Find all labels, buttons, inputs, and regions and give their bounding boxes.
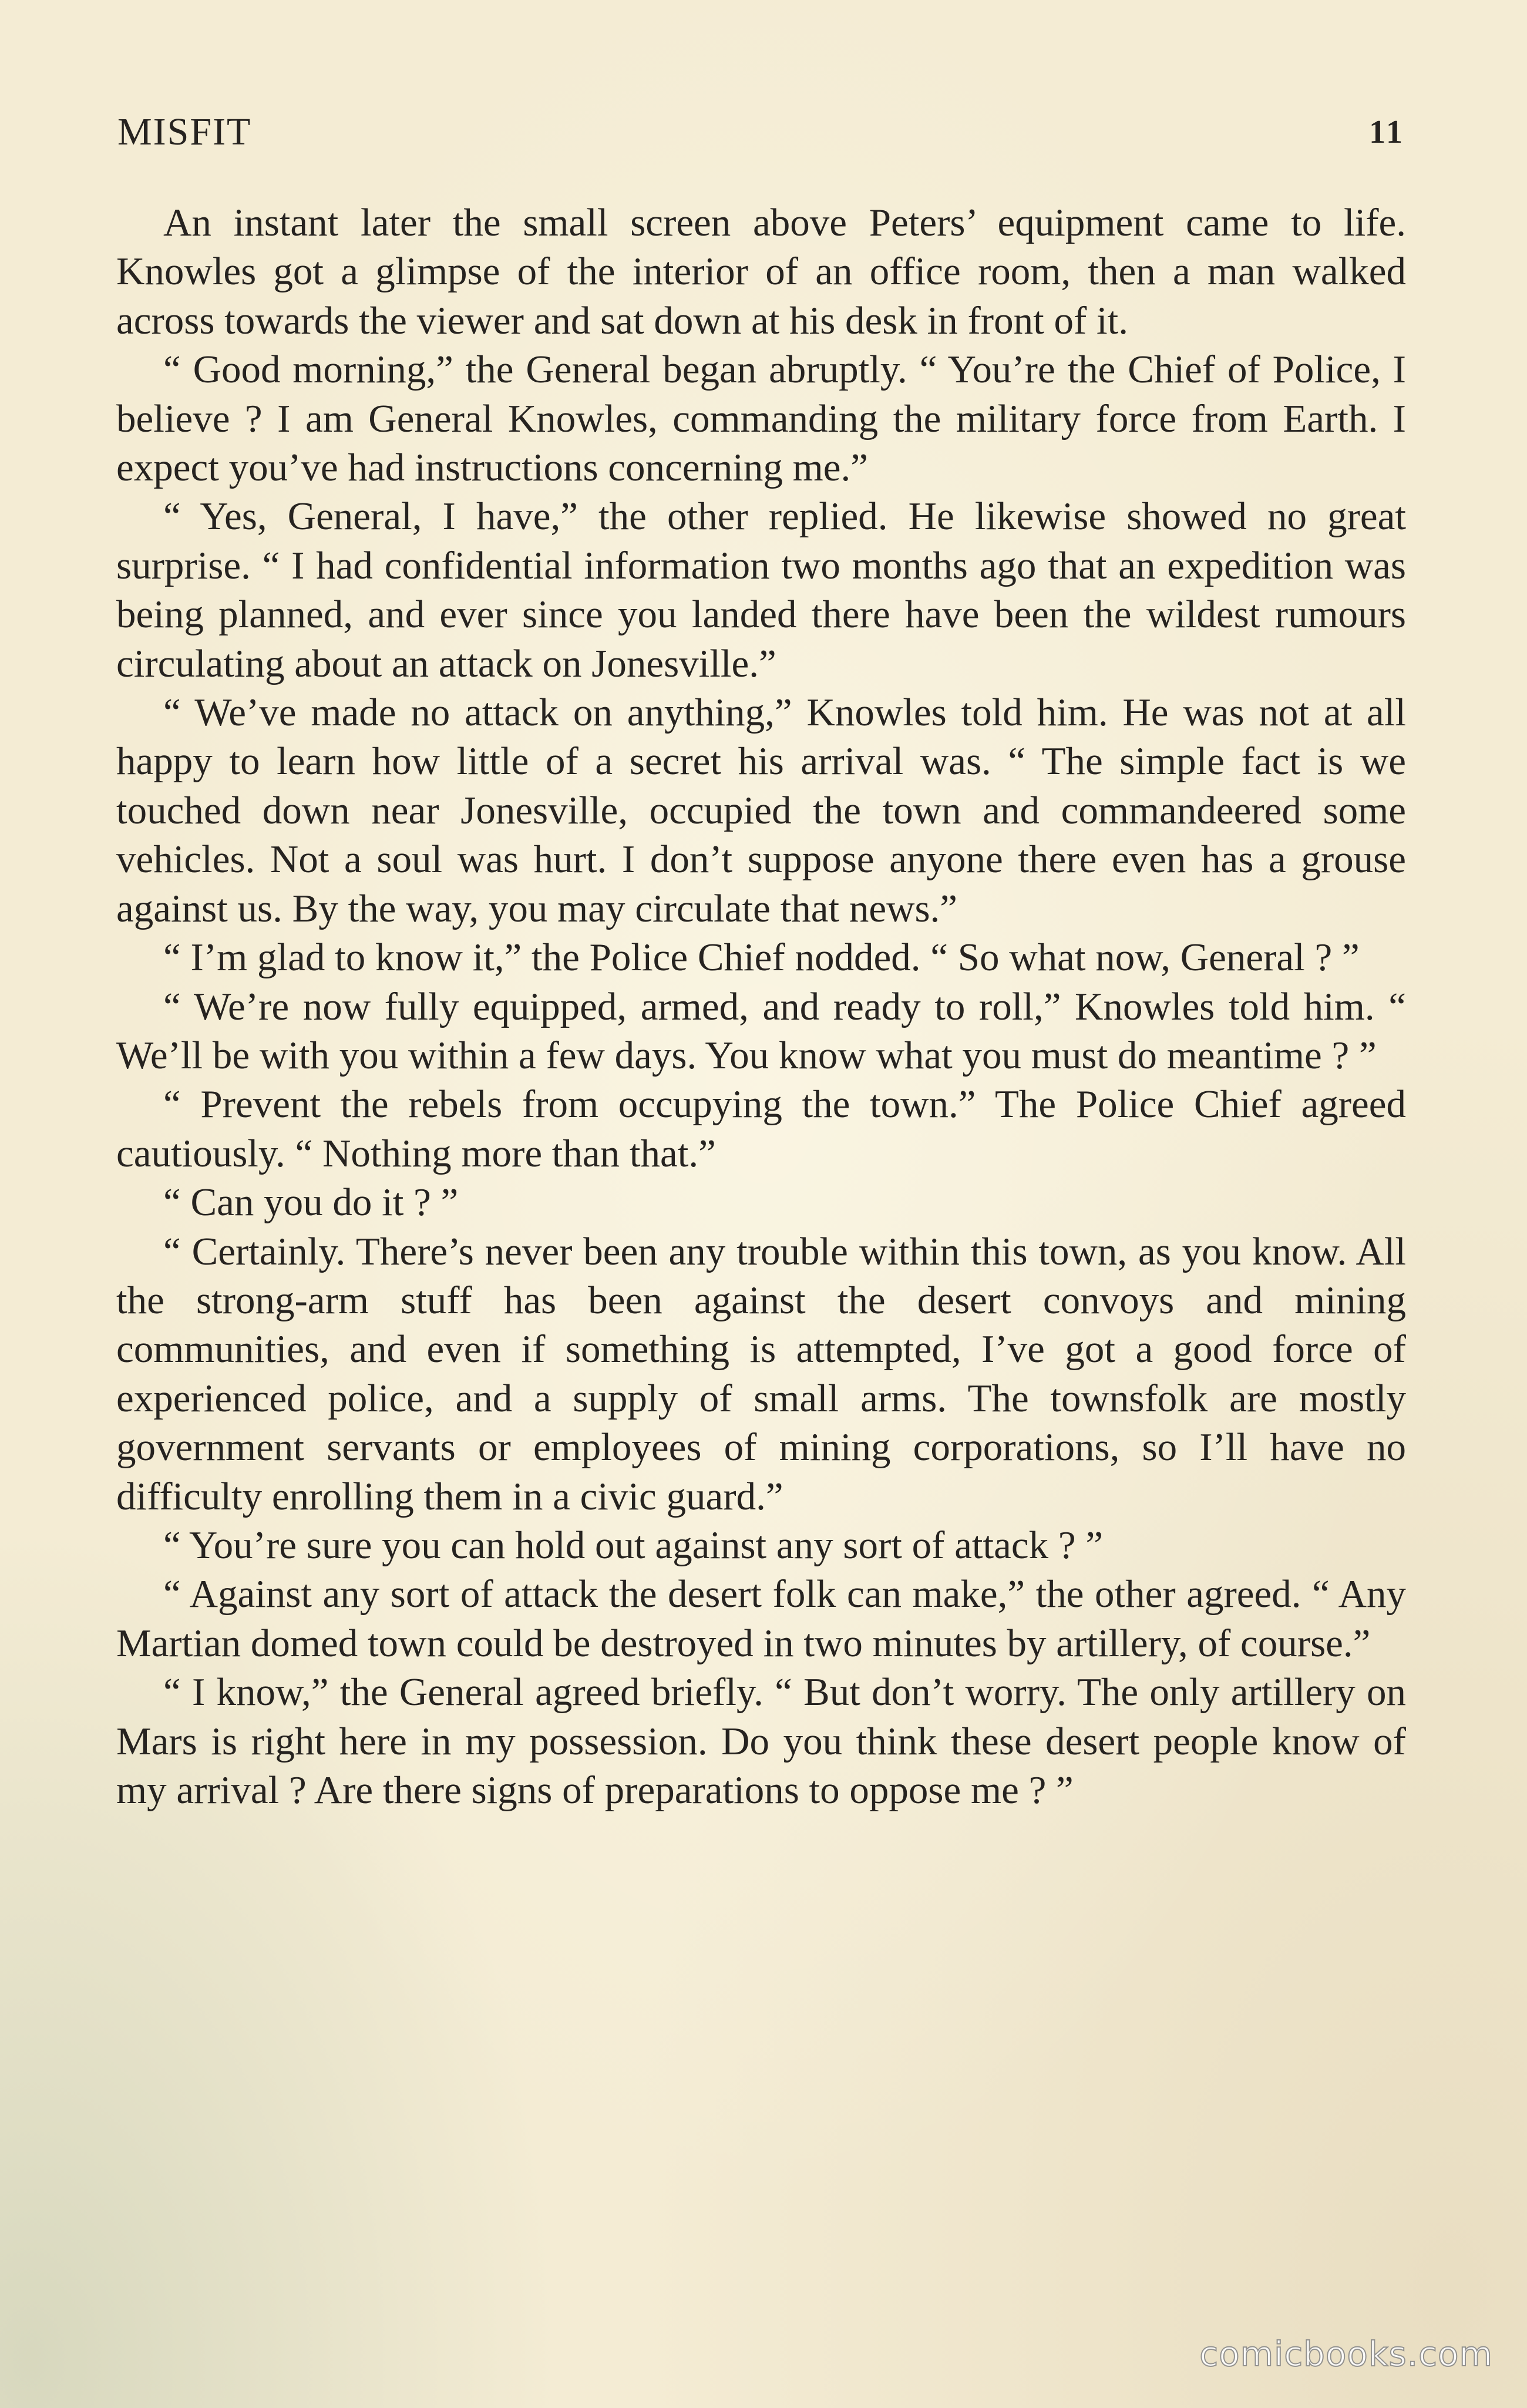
paragraph: “ We’re now fully equipped, armed, and ready to roll,” Knowles told him. “ We’ll be with you within a few days. You know what you must do meantime ? ” — [116, 984, 1406, 1077]
watermark: comicbooks.com — [1199, 2334, 1493, 2374]
running-title: MISFIT — [117, 110, 252, 153]
paragraph: “ Certainly. There’s never been any trouble within this town, as you know. All the strong-arm stuff has been against the desert convoys and mining communities, and even if something is attempted, I’ve got a good force of experienced police, and a supply of small arms. The townsfolk are mostly government servants or employees of mining corporations, so I’ll have no difficulty enrolling them in a civic guard.” — [116, 1229, 1406, 1518]
page-number: 11 — [1369, 114, 1405, 150]
paragraph: “ Yes, General, I have,” the other replied. He likewise showed no great surprise. “ I had confidential information two months ago that an expedition was being planned, and ever since you landed there have been the wildest rumours circulating about an attack on Jonesville.” — [116, 495, 1406, 685]
body-text — [116, 199, 1406, 1815]
paragraph: “ We’ve made no attack on anything,” Knowles told him. He was not at all happy to learn how little of a secret his arrival was. “ The simple fact is we touched down near Jonesville, occupied the town and commandeered some vehicles. Not a soul was hurt. I don’t suppose anyone there even has a grouse against us. By the way, you may circulate that news.” — [116, 691, 1406, 930]
paragraph: “ You’re sure you can hold out against any sort of attack ? ” — [163, 1523, 1104, 1567]
paragraph: “ I’m glad to know it,” the Police Chief nodded. “ So what now, General ? ” — [163, 936, 1360, 980]
running-head — [117, 103, 1405, 162]
paragraph: “ I know,” the General agreed briefly. “ But don’t worry. The only artillery on Mars is right here in my possession. Do you think these desert people know of my arrival ? Are there signs of preparations to oppose me ? ” — [116, 1670, 1406, 1812]
paragraph: “ Can you do it ? ” — [163, 1181, 459, 1225]
paragraph: An instant later the small screen above Peters’ equipment came to life. Knowles got a glimpse of the interior of an office room, then a man walked across towards the viewer and sat down at his desk in front of it. — [116, 201, 1406, 342]
paragraph: “ Good morning,” the General began abruptly. “ You’re the Chief of Police, I believe ? I am General Knowles, commanding the military force from Earth. I expect you’ve had instructions concerning me.” — [116, 348, 1406, 490]
paragraph: “ Prevent the rebels from occupying the town.” The Police Chief agreed cautiously. “ Nothing more than that.” — [116, 1082, 1406, 1175]
paragraph: “ Against any sort of attack the desert folk can make,” the other agreed. “ Any Martian domed town could be destroyed in two minutes by artillery, of course.” — [116, 1572, 1406, 1665]
